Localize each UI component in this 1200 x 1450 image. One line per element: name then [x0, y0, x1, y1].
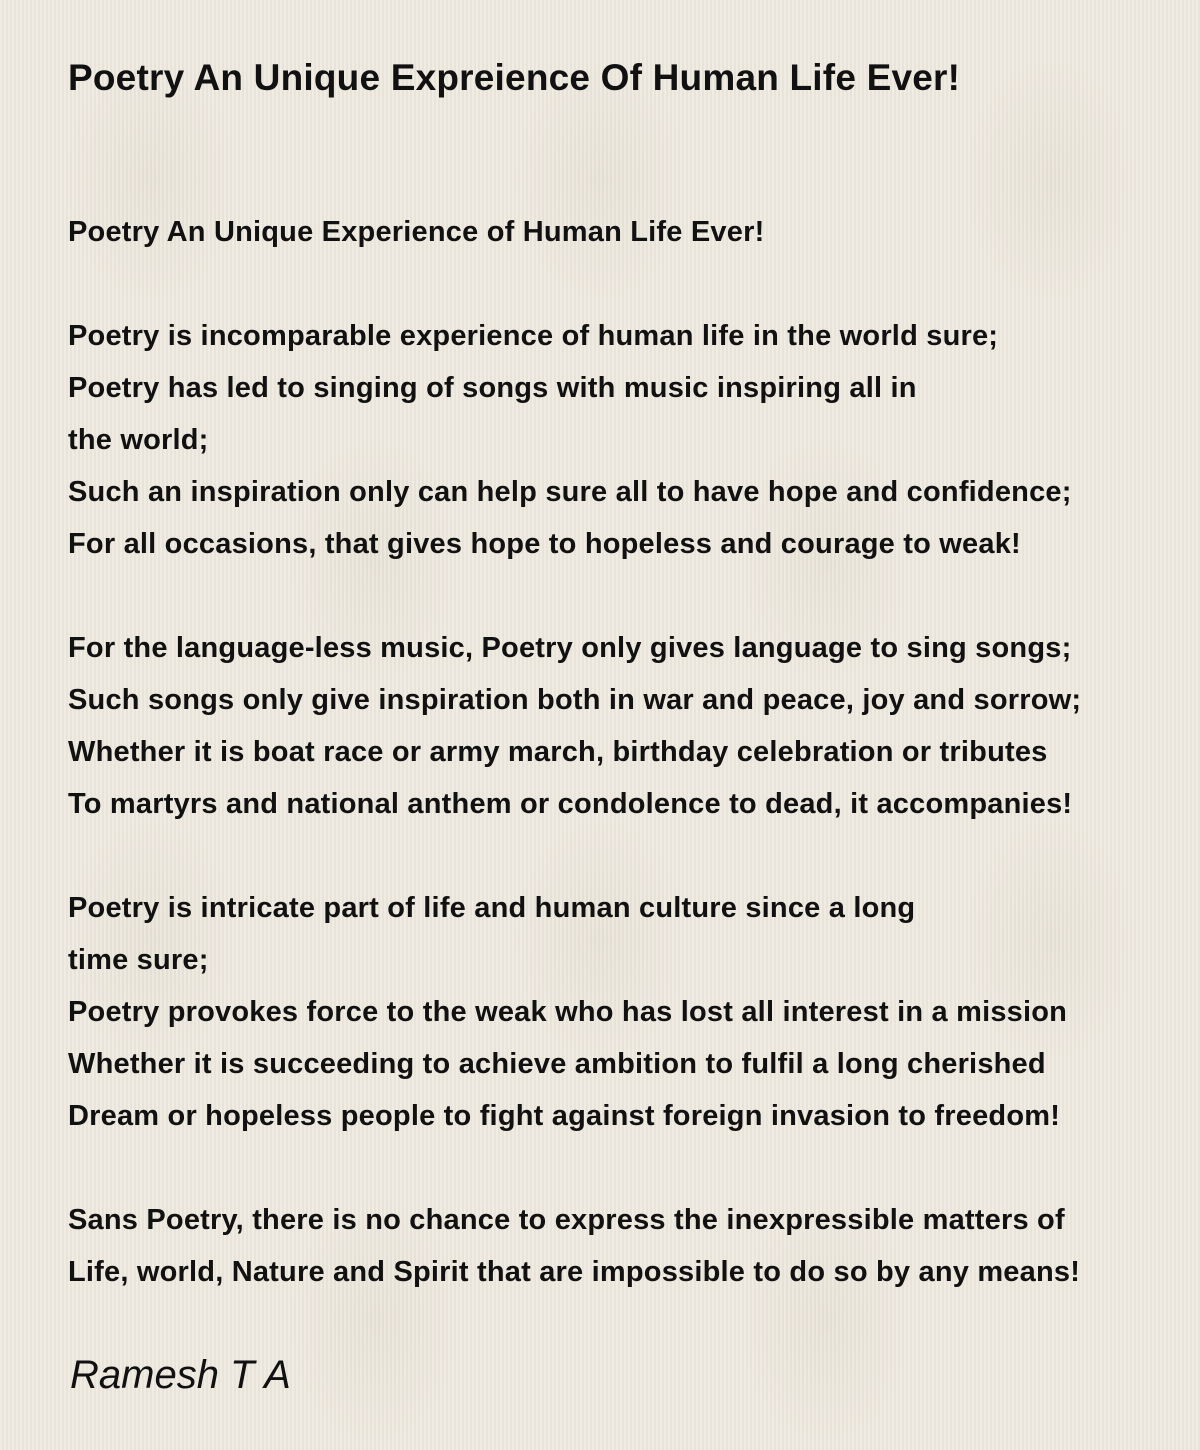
stanza-break [68, 570, 1198, 622]
poem-line: Whether it is succeeding to achieve ambition to fulfil a long cherished [68, 1048, 1046, 1080]
poem-line: For the language-less music, Poetry only gives language to sing songs; [68, 632, 1072, 664]
poem-line: Poetry is intricate part of life and human culture since a long [68, 892, 916, 924]
stanza-break [68, 258, 1198, 310]
poem-body [68, 206, 1198, 1298]
poem-line: Life, world, Nature and Spirit that are impossible to do so by any means! [68, 1256, 1081, 1288]
poem-line: Such an inspiration only can help sure all to have hope and confidence; [68, 476, 1072, 508]
poem-line: For all occasions, that gives hope to hopeless and courage to weak! [68, 528, 1021, 560]
poem-line: Whether it is boat race or army march, birthday celebration or tributes [68, 736, 1048, 768]
poem-line: Poetry provokes force to the weak who has lost all interest in a mission [68, 996, 1068, 1028]
poem-title: Poetry An Unique Expreience Of Human Life Ever! [68, 57, 961, 98]
poem-line: Dream or hopeless people to fight against foreign invasion to freedom! [68, 1100, 1061, 1132]
stanza-1 [68, 310, 1198, 570]
stanza-break [68, 1142, 1198, 1194]
author-name: Ramesh T A [70, 1353, 291, 1397]
poem-line: Such songs only give inspiration both in war and peace, joy and sorrow; [68, 684, 1082, 716]
poem-line: time sure; [68, 944, 209, 976]
stanza-4 [68, 1194, 1198, 1298]
poem-line: Poetry is incomparable experience of human life in the world sure; [68, 320, 999, 352]
poem-heading: Poetry An Unique Experience of Human Life Ever! [68, 216, 765, 248]
stanza-2 [68, 622, 1198, 830]
stanza-break [68, 830, 1198, 882]
poem-line: the world; [68, 424, 209, 456]
poem-line: To martyrs and national anthem or condolence to dead, it accompanies! [68, 788, 1073, 820]
poem-line: Poetry has led to singing of songs with music inspiring all in [68, 372, 917, 404]
stanza-3 [68, 882, 1198, 1142]
poem-line: Sans Poetry, there is no chance to express the inexpressible matters of [68, 1204, 1065, 1236]
